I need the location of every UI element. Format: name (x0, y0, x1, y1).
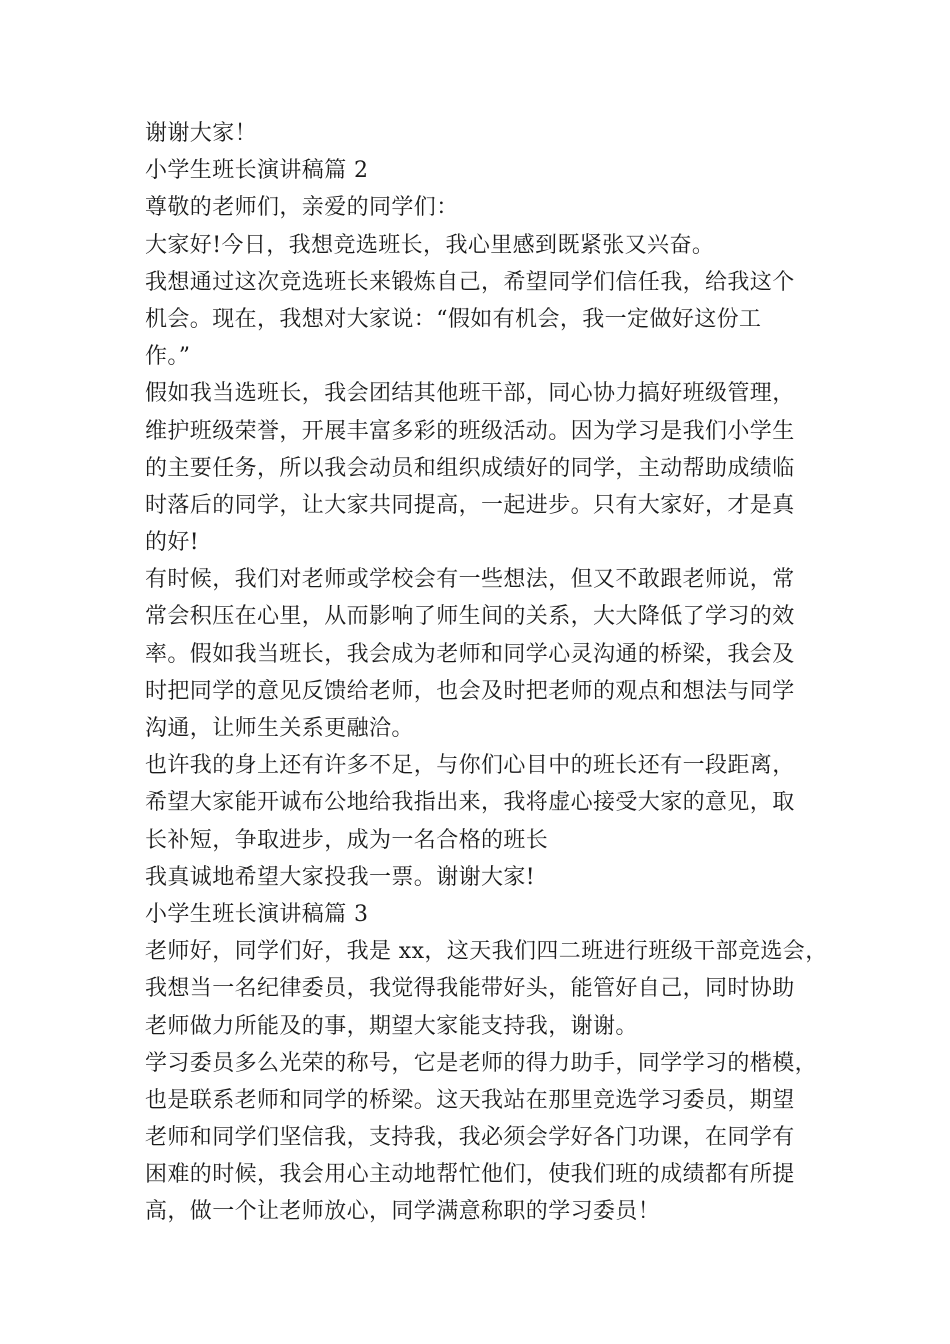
text-line: 大家好!今日，我想竞选班长，我心里感到既紧张又兴奋。 (145, 232, 715, 258)
text-line: 沟通，让师生关系更融洽。 (145, 716, 414, 741)
text-line: 常会积压在心里，从而影响了师生间的关系，大大降低了学习的效 (145, 604, 795, 630)
text-line: 困难的时候，我会用心主动地帮忙他们，使我们班的成绩都有所提 (145, 1162, 795, 1188)
text-line: 有时候，我们对老师或学校会有一些想法，但又不敢跟老师说，常 (145, 567, 795, 593)
text-line: 老师和同学们坚信我，支持我，我必须会学好各门功课，在同学有 (145, 1125, 795, 1151)
text-line: 率。假如我当班长，我会成为老师和同学心灵沟通的桥梁，我会及 (145, 641, 795, 667)
text-line: 希望大家能开诚布公地给我指出来，我将虚心接受大家的意见，取 (145, 790, 795, 816)
text-line: 谢谢大家！ (145, 121, 258, 146)
text-line: 的主要任务，所以我会动员和组织成绩好的同学，主动帮助成绩临 (145, 455, 795, 481)
text-line: 长补短，争取进步，成为一名合格的班长 (145, 827, 549, 853)
section-heading: 小学生班长演讲稿篇 3 (145, 901, 369, 927)
text-line: 老师做力所能及的事，期望大家能支持我，谢谢。 (145, 1013, 638, 1039)
text-line: 也许我的身上还有许多不足，与你们心目中的班长还有一段距离， (145, 753, 795, 779)
text-line: 我真诚地希望大家投我一票。谢谢大家! (145, 864, 536, 890)
text-line: 维护班级荣誉，开展丰富多彩的班级活动。因为学习是我们小学生 (145, 418, 795, 444)
text-line: 也是联系老师和同学的桥梁。这天我站在那里竞选学习委员，期望 (145, 1087, 795, 1113)
section-heading: 小学生班长演讲稿篇 2 (145, 158, 369, 184)
text-line: 我想通过这次竞选班长来锻炼自己，希望同学们信任我，给我这个 (145, 269, 795, 295)
text-line: 老师好，同学们好，我是 xx，这天我们四二班进行班级干部竞选会， (145, 939, 828, 965)
text-line: 高，做一个让老师放心，同学满意称职的学习委员！ (145, 1199, 661, 1225)
text-line: 时把同学的意见反馈给老师，也会及时把老师的观点和想法与同学 (145, 678, 795, 704)
text-line: 尊敬的老师们，亲爱的同学们： (145, 195, 459, 221)
text-line: 作。” (145, 344, 191, 370)
text-line: 学习委员多么光荣的称号，它是老师的得力助手，同学学习的楷模， (145, 1050, 818, 1076)
text-line: 假如我当选班长，我会团结其他班干部，同心协力搞好班级管理， (145, 381, 795, 407)
document-body (145, 115, 835, 1231)
text-line: 的好! (145, 530, 200, 556)
text-line: 机会。现在，我想对大家说：“假如有机会，我一定做好这份工 (145, 306, 762, 332)
text-line: 我想当一名纪律委员，我觉得我能带好头，能管好自己，同时协助 (145, 976, 795, 1002)
text-line: 时落后的同学，让大家共同提高，一起进步。只有大家好，才是真 (145, 492, 795, 518)
